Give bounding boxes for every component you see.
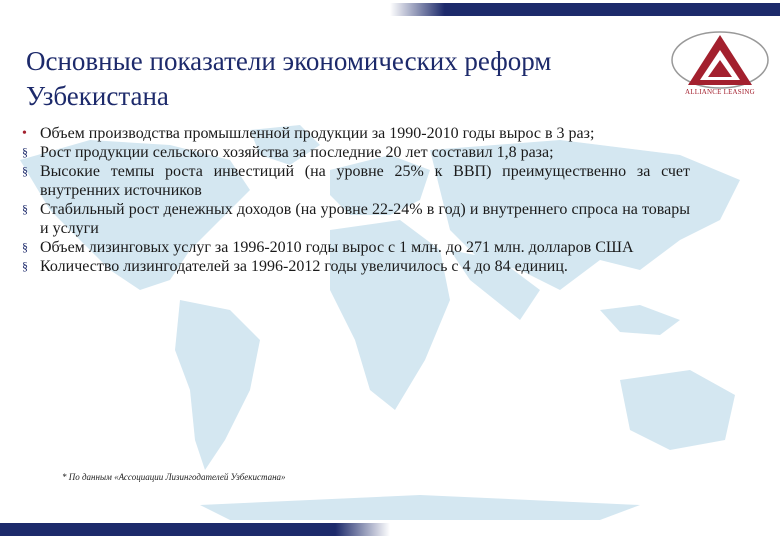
bottom-decorative-bar	[0, 523, 390, 536]
list-item-text: Высокие темпы роста инвестиций (на уровне 25% к ВВП) преимущественно за счет внутренних источников	[40, 163, 690, 199]
list-item-text: Количество лизингодателей за 1996-2012 годы увеличилось с 4 до 84 единиц.	[40, 258, 568, 275]
list-item	[22, 238, 690, 257]
list-item-text: Объем лизинговых услуг за 1996-2010 годы вырос с 1 млн. до 271 млн. долларов США	[40, 239, 634, 256]
bullet-marker: §	[22, 259, 28, 273]
list-item	[22, 162, 690, 200]
list-item	[22, 124, 690, 143]
list-item-text: Рост продукции сельского хозяйства за последние 20 лет составил 1,8 раза;	[40, 144, 554, 161]
list-item	[22, 257, 690, 276]
list-item	[22, 200, 690, 238]
top-decorative-bar	[390, 3, 780, 16]
list-item	[22, 143, 690, 162]
list-item-text: Стабильный рост денежных доходов (на уровне 22-24% в год) и внутреннего спроса на товары и услуги	[40, 201, 690, 237]
logo-text: ALLIANCE LEASING	[685, 88, 755, 96]
page-title: Основные показатели экономических реформ Узбекистана	[26, 46, 552, 111]
bullet-marker: §	[22, 164, 28, 178]
list-item-text: Объем производства промышленной продукции за 1990-2010 годы вырос в 3 раз;	[40, 125, 595, 142]
footnote: * По данным «Ассоциации Лизингодателей Узбекистана»	[62, 472, 286, 482]
bullet-marker: §	[22, 202, 28, 216]
key-indicators-list	[22, 124, 690, 276]
bullet-marker: §	[22, 240, 28, 254]
bullet-marker: §	[22, 145, 28, 159]
bullet-marker: •	[22, 126, 27, 141]
